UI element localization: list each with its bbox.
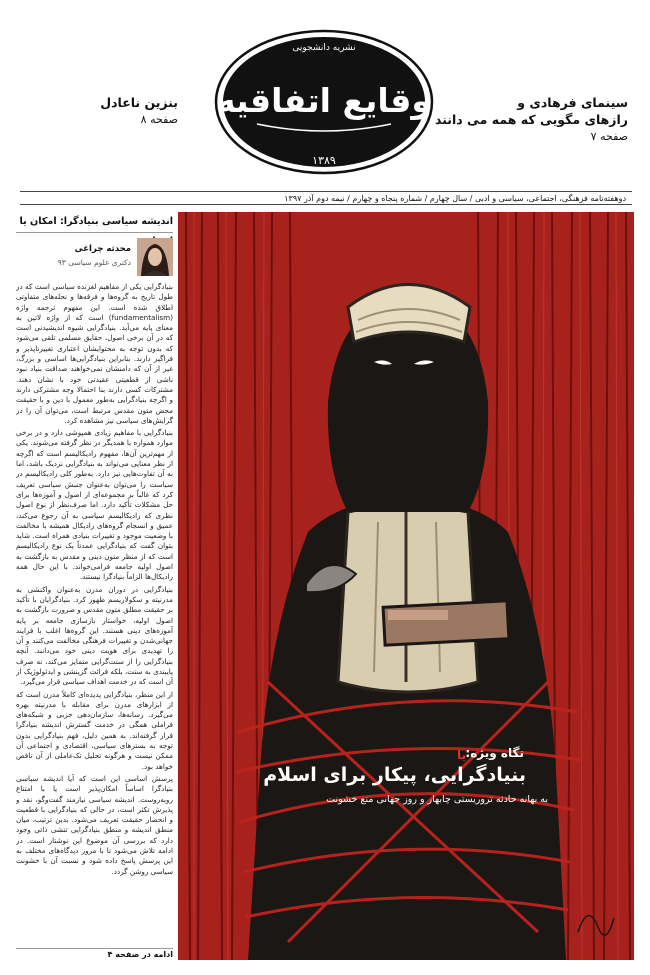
teaser-cinema-page: صفحه ۷ [590,130,628,143]
article-paragraph: از این منظر، بنیادگرایی پدیده‌ای کاملاً مدرن است که از ابزارهای مدرن برای مقابله با مدرنیته بهره می‌گیرد. رسانه‌ها، سازمان‌دهی حزبی و شبکه‌های فراملی همگی در خدمت گسترش اندیشه بنیادگرا قرار گرفته‌اند. به همین دلیل، فهم بنیادگرایی بدون توجه به بسترهای سیاسی، اقتصادی و اجتماعی آن ممکن نیست و هرگونه تحلیل تک‌عاملی از آن ناقص خواهد بود. [16,689,173,771]
headline-mark: یا [456,748,466,762]
article-column [16,212,173,960]
article-title[interactable]: اندیشه سیاسی بنیادگرا: امکان یا [16,212,173,233]
article-paragraph: پرسش اساسی این است که آیا اندیشه سیاسی بنیادگرا اساساً امکان‌پذیر است یا با امتناع روبه‌روست. اندیشه سیاسی نیازمند گفت‌وگو، نقد و پذیرش تکثر است، در حالی که بنیادگرایی با قطعیت و انحصار حقیقت تعریف می‌شود. بدین ترتیب، میان منطق اندیشه و منطق بنیادگرایی تنشی ذاتی وجود دارد که بررسی آن موضوع این نوشتار است. در ادامه تلاش می‌شود تا با مرور دیدگاه‌های مختلف به این پرسش پاسخ داده شود و نسبت آن با خشونت سیاسی روشن گردد. [16,773,173,876]
figure-robe [338,506,478,692]
author-name: محدثه چراغی [74,244,131,254]
masthead-logo [213,28,435,176]
author-avatar [137,238,173,276]
author-box [16,238,173,278]
illustration-artwork [178,212,634,960]
teaser-gasoline[interactable] [28,94,178,128]
teaser-cinema-line2: رازهای مگویی که همه می دانند [434,112,628,127]
teaser-gasoline-title: بنزین ناعادل [100,95,178,110]
article-paragraph: بنیادگرایی با مفاهیم زیادی همپوشی دارد و در برخی موارد همواره با همدیگر در نظر گرفته می‌شوند. یکی از مهم‌ترین آن‌ها، مفهوم رادیکالیسم است که اگرچه از نظر معنایی می‌تواند به بنیادگرایی نزدیک باشد، اما به آن تفاوت‌هایی نیز دارد. به‌طور کلی رادیکالیسم در سیاست را می‌توان به‌عنوان جنبش سیاسی تعریف کرد که غالباً بر مجموعه‌ای از اصول و آموزه‌ها برای حل مشکلات تأکید دارد. اما صرف‌نظر از نوع اصول نظری که رادیکالیسم سیاسی به آن رجوع می‌کند، عمیق و انسجام گروه‌های رادیکال همیشه با مخالفت با وضعیت موجود و تغییرات بنیادی همراه است. شاید بتوان گفت که بنیادگرایی عمدتاً یک نوع رادیکالیسم است که از منظر متون دینی و مقدس به بازگشت به اصول اولیه جامعه فرامی‌خواند. با این حال همه رادیکال‌ها الزاماً بنیادگرا نیستند. [16,428,173,582]
author-role: دکتری علوم سیاسی ۹۳ [57,258,131,267]
logo-title: وقایع اتفاقیه [216,81,432,120]
author-portrait-icon [137,238,173,276]
figure-tablet [383,601,509,645]
article-paragraph: بنیادگرایی یکی از مفاهیم لغزنده سیاسی است که در طول تاریخ به گروه‌ها و فرقه‌ها و نحله‌های متفاوتی اطلاق شده است. این مفهوم ترجمه واژه (fundamentalism) است که از واژه لاتین به معنای پایه می‌آید. بنیادگرایی شیوه اندیشیدنی است که در آن برخی اصول، حقایق مسلمی تلقی می‌شود که بدون توجه به محتوایشان اعتباری تغییرناپذیر و فراگیر دارند. بنابراین بنیادگرایی‌ها اساسی و بزرگ، غیر از آن که دامنشان نمی‌خواهند صداقت بنیاد نبود ناشی از قطعیتی عقیدتی خود با نشان دهند. مشترکات کسی دارند بنا احتمالا وجه مشترکی دارند و اگرچه بنیادگرایی به‌طور معمول با دین و با حقیقت محض متون مقدس مرتبط است، می‌توان آن را در گرایش‌های سیاسی نیز مشاهده کرد. [16,282,173,425]
headline[interactable]: بنیادگرایی، پیکار برای اسلام [263,764,526,786]
article-body [16,282,173,944]
continue-link[interactable]: ادامه در صفحه ۴ [16,948,173,961]
teaser-gasoline-page: صفحه ۸ [140,113,178,126]
headline-subtitle: به بهانه حادثه تروریستی چابهار و روز جهانی منع خشونت [326,794,548,805]
issue-info-bar: دوهفته‌نامه فرهنگی، اجتماعی، سیاسی و ادبی / سال چهارم / شماره پنجاه و چهارم / نیمه دوم آذر ۱۳۹۷ [20,191,632,205]
logo-small-text: نشریه دانشجویی [292,43,356,53]
teaser-cinema[interactable] [428,94,628,145]
article-paragraph: بنیادگرایی در دوران مدرن به‌عنوان واکنشی به مدرنیته و سکولاریسم ظهور کرد. بنیادگرایان با تأکید بر حقیقت مطلق متون مقدس و ضرورت بازگشت به اصول اولیه، خواستار بازسازی جامعه بر پایه آموزه‌های دینی هستند. این گروه‌ها اغلب با فرایند جهانی‌شدن و تغییرات فرهنگی مخالفت می‌کنند و آن را تهدیدی برای هویت دینی خود می‌دانند. آنچه بنیادگرایی را از سنت‌گرایی متمایز می‌کند، نه صرف پایبندی به سنت، بلکه قرائت گزینشی و ایدئولوژیک از آن است که در خدمت اهداف سیاسی قرار می‌گیرد. [16,584,173,687]
teaser-cinema-line1: سینمای فرهادی و [517,95,628,110]
headline-kicker: نگاه ویژه: [465,746,524,760]
logo-year: ۱۳۸۹ [312,154,336,167]
cover-illustration [178,212,634,960]
